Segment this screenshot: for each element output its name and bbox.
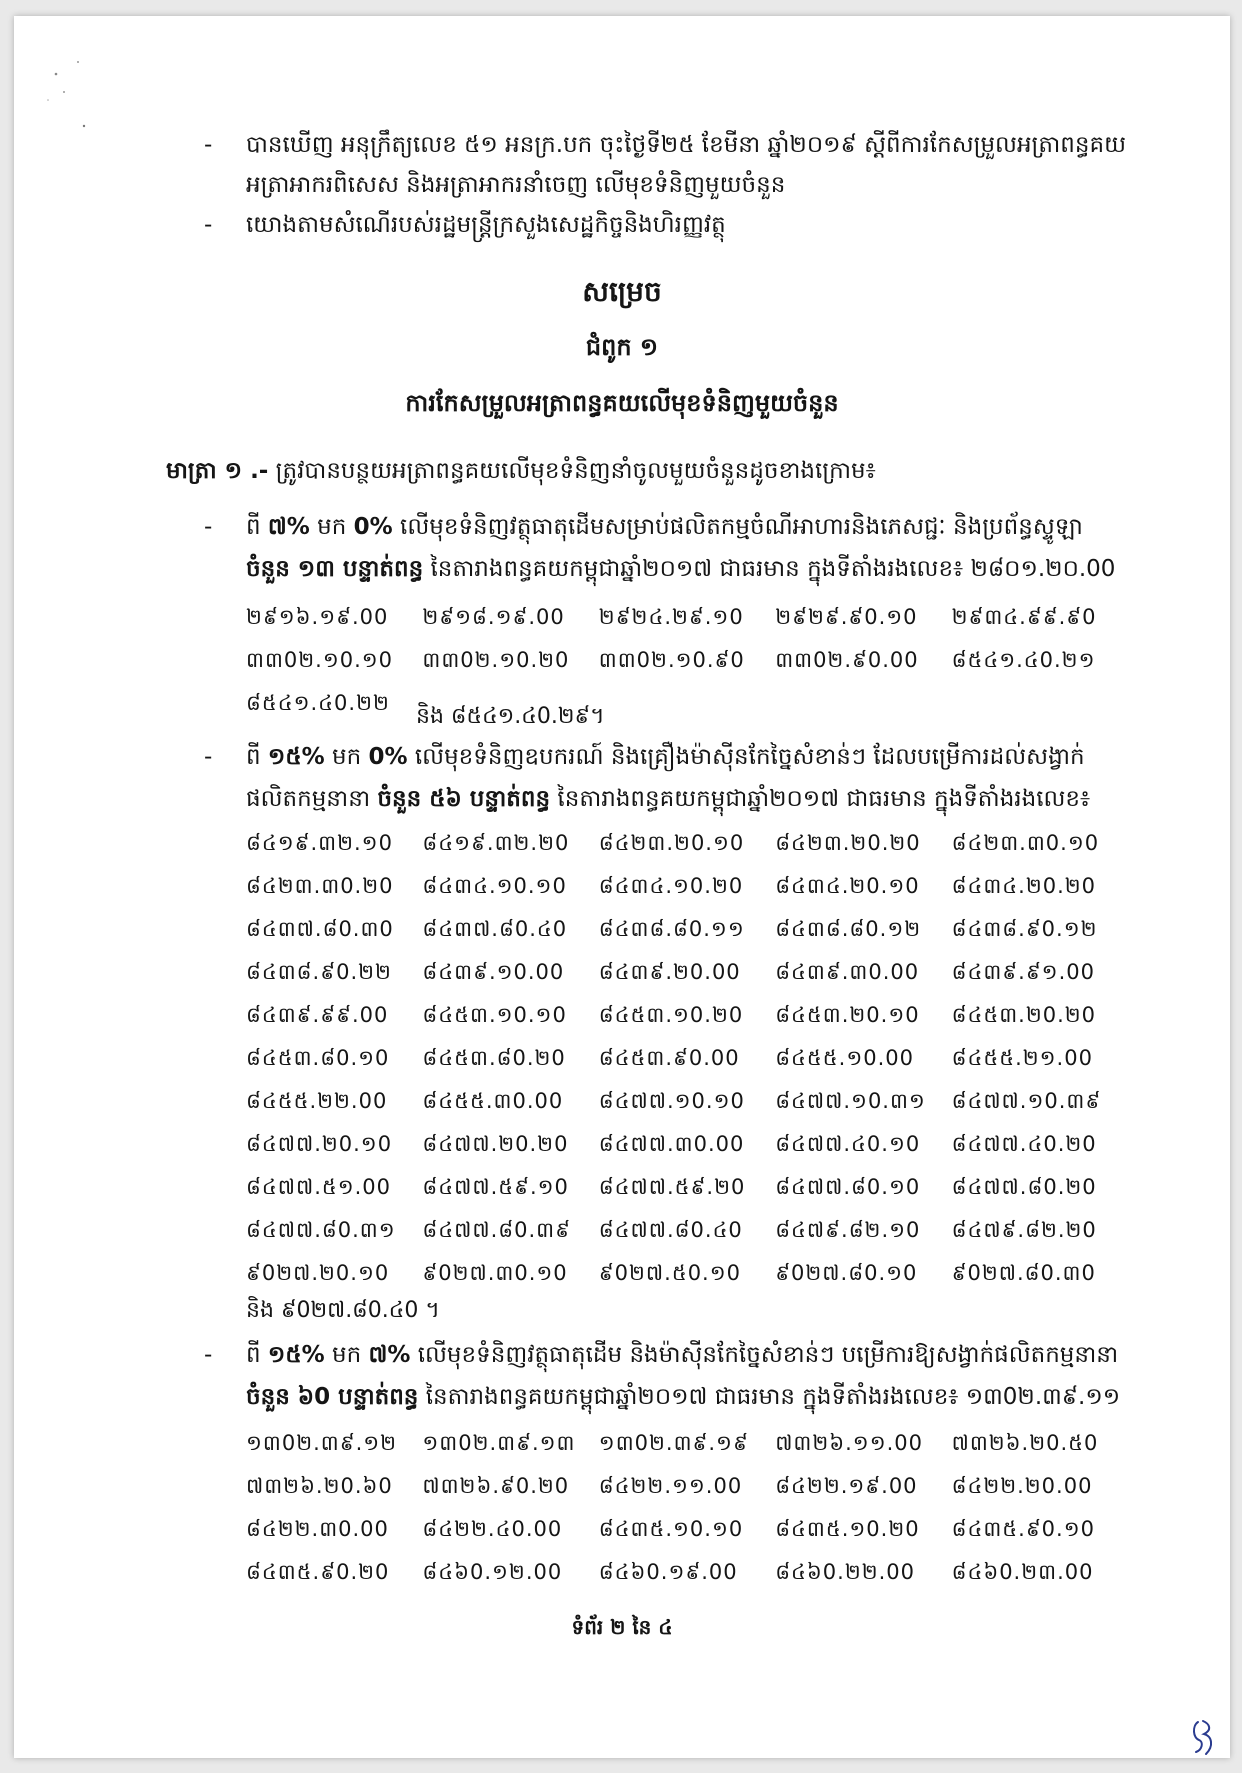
section-subheading-text: នៃតារាងពន្ធគយកម្ពុជាឆ្នាំ២០១៧ ជាធរមាន ក្នុងទីតាំងរងលេខ៖ ២៨០១.២០.00 xyxy=(423,556,1116,582)
rate-to-word: មក xyxy=(324,744,369,770)
chapter-heading: ជំពូក ១ xyxy=(585,333,659,361)
section-2-tail: និង ៩0២៧.៨0.៤0 ។ xyxy=(246,1298,440,1323)
tariff-code: ៩0២៧.៨0.១0 xyxy=(775,1261,918,1285)
section-subheading-text: នៃតារាងពន្ធគយកម្ពុជាឆ្នាំ២០១៧ ជាធរមាន ក្នុងទីតាំងរងលេខ៖ ១៣0២.៣៩.១១ xyxy=(418,1384,1121,1410)
section-3-line1 xyxy=(246,1338,1118,1372)
tariff-code: ២៩២៩.៩0.១0 xyxy=(775,605,918,629)
rate-prefix: ពី xyxy=(246,1342,268,1368)
decision-heading: សម្រេច xyxy=(582,275,662,308)
tariff-code: ៨៤៥៣.២0.២0 xyxy=(951,1003,1097,1027)
tariff-code: ៨៤៦0.១២.00 xyxy=(422,1560,563,1584)
rate-from: ១៥% xyxy=(267,1342,325,1368)
tariff-code: ៨៤៣៥.៩0.១0 xyxy=(951,1517,1095,1541)
tariff-code: ៨៤៥៣.២0.១0 xyxy=(775,1003,920,1027)
tariff-code: ៨៤៣៥.៩0.២0 xyxy=(246,1560,390,1584)
tariff-code: ៨៤៥៥.១0.00 xyxy=(775,1046,914,1070)
tariff-code: ៨៤៧៧.៨0.២0 xyxy=(951,1175,1097,1199)
tariff-code: ៧៣២៦.២0.៥0 xyxy=(951,1431,1099,1455)
tariff-code: ៩0២៧.២0.១0 xyxy=(246,1261,390,1285)
bullet-dash: - xyxy=(204,212,213,238)
rate-prefix: ពី xyxy=(246,514,268,540)
tariff-code: ៨៤២២.១៩.00 xyxy=(775,1474,918,1498)
tariff-code: ៧៣២៦.៩0.២0 xyxy=(422,1474,570,1498)
tariff-code: ៩0២៧.៨0.៣0 xyxy=(951,1261,1096,1285)
tariff-code: ៨៤៧៩.៨២.២0 xyxy=(951,1218,1097,1242)
scan-speck-marks xyxy=(44,52,134,142)
tariff-code: ៨៤៣៤.២0.១0 xyxy=(775,874,920,898)
tariff-code: ៨៤៣៩.២0.00 xyxy=(598,960,741,984)
tariff-code: ៨៤៧៧.៥៩.១0 xyxy=(422,1175,569,1199)
tariff-code: ៨៤៧៧.៥៩.២0 xyxy=(598,1175,746,1199)
tariff-code: ៨៥៤១.៤0.២១ xyxy=(951,648,1096,672)
rate-from: ៧% xyxy=(267,514,310,540)
tariff-code: ៨៤៣៥.១0.២0 xyxy=(775,1517,920,1541)
article-text: ត្រូវបានបន្ថយអត្រាពន្ធគយលើមុខទំនិញនាំចូលមួយចំនួនដូចខាងក្រោម៖ xyxy=(275,458,876,484)
tariff-code: ២៩៣៤.៩៩.៩0 xyxy=(951,605,1097,629)
tariff-code: ៨៤៣៤.១0.២0 xyxy=(598,874,744,898)
tariff-code: ៨៤៧៧.៣0.00 xyxy=(598,1132,745,1156)
tariff-code: ៨៤៧៧.២0.១0 xyxy=(246,1132,393,1156)
tariff-code: ៨៤៣៩.៣0.00 xyxy=(775,960,920,984)
tariff-code: ៨៤៣៨.៨0.១២ xyxy=(775,917,922,941)
tariff-code: ៨៤២២.២0.00 xyxy=(951,1474,1093,1498)
tariff-line-count: ចំនួន ៥៦ បន្ទាត់ពន្ធ xyxy=(377,786,551,812)
tariff-code: ៨៤១៩.៣២.២0 xyxy=(422,831,570,855)
tariff-code: ២៩១៨.១៩.00 xyxy=(422,605,565,629)
tariff-code: ៨៤៧៧.៨0.៤0 xyxy=(598,1218,743,1242)
section-1-line2 xyxy=(246,552,1115,586)
tariff-code: ៨៤៣៨.៩0.១២ xyxy=(951,917,1098,941)
rate-to: 0% xyxy=(368,744,408,770)
tariff-code: ៨៤៣៧.៨0.៣0 xyxy=(246,917,394,941)
tariff-code: ១៣0២.៣៩.១២ xyxy=(246,1431,398,1455)
tariff-line-count: ចំនួន ១៣ បន្ទាត់ពន្ធ xyxy=(246,556,424,582)
section-subheading-text: នៃតារាងពន្ធគយកម្ពុជាឆ្នាំ២០១៧ ជាធរមាន ក្នុងទីតាំងរងលេខ៖ xyxy=(550,786,1091,812)
tariff-code: ៨៤៥៣.៩0.00 xyxy=(598,1046,740,1070)
tariff-code: ៨៤៥៥.២២.00 xyxy=(246,1089,388,1113)
tariff-code: ៧៣២៦.១១.00 xyxy=(775,1431,923,1455)
tariff-code: ៨៤៧៧.១0.៣១ xyxy=(775,1089,926,1113)
tariff-code: ៨៥៤១.៤0.២២ xyxy=(246,691,390,715)
section-1-tail xyxy=(246,700,605,734)
tariff-code: ៨៤៣៩.៩៩.00 xyxy=(246,1003,389,1027)
tariff-code: ៨៤៣៩.៩១.00 xyxy=(951,960,1095,984)
bullet-dash: - xyxy=(204,744,213,770)
tariff-code: ៨៤២២.៣0.00 xyxy=(246,1517,389,1541)
tariff-code: ៨៤៥៣.១0.១0 xyxy=(422,1003,567,1027)
tariff-code: ៨៤៧៧.១0.៣៩ xyxy=(951,1089,1102,1113)
rate-prefix: ពី xyxy=(246,744,268,770)
tariff-code: ៨៤៧៧.៥១.00 xyxy=(246,1175,392,1199)
tariff-code: ៨៤៣៨.៨0.១១ xyxy=(598,917,745,941)
tariff-code: ១៣0២.៣៩.១៩ xyxy=(598,1431,749,1455)
tariff-code: ៣៣0២.១0.៩0 xyxy=(598,648,745,672)
tariff-code: ៩0២៧.៥0.១0 xyxy=(598,1261,741,1285)
section-2-line1 xyxy=(246,740,1085,774)
rate-from: ១៥% xyxy=(267,744,325,770)
tail-text: និង ៨៥៤១.៤0.២៩។ xyxy=(416,704,605,729)
rate-to-word: មក xyxy=(309,514,354,540)
tariff-code: ២៩១៦.១៩.00 xyxy=(246,605,389,629)
tariff-code: ៨៤២៣.៣0.១0 xyxy=(951,831,1100,855)
tariff-code-grid-2 xyxy=(246,822,1128,1295)
tariff-code: ៣៣0២.១0.២0 xyxy=(422,648,570,672)
tariff-code: ៣៣0២.៩0.00 xyxy=(775,648,919,672)
chapter-title: ការកែសម្រួលអត្រាពន្ធគយលើមុខទំនិញមួយចំនួន xyxy=(405,389,839,417)
tariff-code: ៨៤៥៣.១0.២0 xyxy=(598,1003,744,1027)
tariff-line-count: ចំនួន ៦0 បន្ទាត់ពន្ធ xyxy=(246,1384,419,1410)
tariff-code: ៨៤៧៧.៨0.៣៩ xyxy=(422,1218,571,1242)
initials-signature xyxy=(1190,1716,1220,1758)
tariff-code: ៨៤៦0.២៣.00 xyxy=(951,1560,1094,1584)
bullet-dash: - xyxy=(204,1342,213,1368)
section-1-line1 xyxy=(246,510,1083,544)
tariff-code: ៨៤៦0.២២.00 xyxy=(775,1560,916,1584)
rate-to: 0% xyxy=(353,514,393,540)
tariff-code: ៨៤៣៨.៩0.២២ xyxy=(246,960,392,984)
section-2-line2 xyxy=(246,782,1090,816)
tariff-code: ៨៤៧៧.៨0.១0 xyxy=(775,1175,921,1199)
tariff-code: ៨៤៣៤.១0.១0 xyxy=(422,874,567,898)
tariff-code: ៨៤៧៧.៤0.១0 xyxy=(775,1132,921,1156)
bullet-dash: - xyxy=(204,132,213,158)
tariff-code: ១៣0២.៣៩.១៣ xyxy=(422,1431,576,1455)
tariff-code: ៧៣២៦.២0.៦0 xyxy=(246,1474,393,1498)
tariff-code: ៨៤៥៥.៣0.00 xyxy=(422,1089,564,1113)
tariff-code: ៨៤៣៧.៨0.៤0 xyxy=(422,917,568,941)
tariff-code: ៨៤៧៧.៤0.២0 xyxy=(951,1132,1097,1156)
tariff-code: ៣៣0២.១0.១0 xyxy=(246,648,394,672)
section-description: លើមុខទំនិញវត្ថុធាតុដើមសម្រាប់ផលិតកម្មចំណីអាហារនិងភេសជ្ជៈ និងប្រព័ន្ធស្ទូឡា xyxy=(392,514,1083,540)
tariff-code: ៨៤១៩.៣២.១0 xyxy=(246,831,393,855)
tariff-code: ៨៤២៣.២0.១0 xyxy=(598,831,745,855)
rate-to-word: មក xyxy=(324,1342,369,1368)
preamble-item-1-line1: បានឃើញ អនុក្រឹត្យលេខ ៥១ អនក្រ.បក ចុះថ្ងៃទី២៥ ខែមីនា ឆ្នាំ២០១៩ ស្តីពីការកែសម្រួលអត្រាពន្ធគយ xyxy=(246,132,1126,158)
tariff-code: ៨៤៦0.១៩.00 xyxy=(598,1560,738,1584)
page-number: ទំព័រ ២ នៃ ៤ xyxy=(571,1615,673,1639)
tariff-code: ៨៤៣៤.២0.២0 xyxy=(951,874,1097,898)
section-3-line2 xyxy=(246,1380,1120,1414)
tariff-code: ៨៤៧៩.៨២.១0 xyxy=(775,1218,921,1242)
article-label: មាត្រា ១ .- xyxy=(166,458,269,484)
tariff-code: ៨៤៧៧.១0.១0 xyxy=(598,1089,745,1113)
bullet-dash: - xyxy=(204,514,213,540)
preamble-item-1-line2: អត្រាអាករពិសេស និងអត្រាអាករនាំចេញ លើមុខទំនិញមួយចំនួន xyxy=(246,172,786,198)
section-description-cont: ផលិតកម្មនានា xyxy=(246,786,378,812)
tariff-code: ៨៤៥៣.៨0.១0 xyxy=(246,1046,390,1070)
tariff-code: ៨៤៥៣.៨0.២0 xyxy=(422,1046,566,1070)
rate-to: ៧% xyxy=(368,1342,411,1368)
section-description: លើមុខទំនិញឧបករណ៍ និងគ្រឿងម៉ាស៊ីនកែច្នៃសំខាន់ៗ ដែលបម្រើការដល់សង្វាក់ xyxy=(407,744,1085,770)
tariff-code: ២៩២៤.២៩.១0 xyxy=(598,605,744,629)
article-1 xyxy=(166,454,876,488)
tariff-code: ៨៤៣៩.១0.00 xyxy=(422,960,565,984)
tariff-code: ៨៤២២.១១.00 xyxy=(598,1474,743,1498)
tariff-code: ៨៤២២.៤0.00 xyxy=(422,1517,563,1541)
preamble-item-2-line1: យោងតាមសំណើរបស់រដ្ឋមន្ត្រីក្រសួងសេដ្ឋកិច្ចនិងហិរញ្ញវត្ថុ xyxy=(246,212,726,238)
document-page xyxy=(14,16,1230,1758)
tariff-code: ៨៤២៣.៣0.២0 xyxy=(246,874,394,898)
section-description: លើមុខទំនិញវត្ថុធាតុដើម និងម៉ាស៊ីនកែច្នៃសំខាន់ៗ បម្រើការឱ្យសង្វាក់ផលិតកម្មនានា xyxy=(410,1342,1119,1368)
tariff-code: ៨៤៧៧.៨0.៣១ xyxy=(246,1218,396,1242)
tariff-code: ៨៤៥៥.២១.00 xyxy=(951,1046,1093,1070)
tariff-code: ៨៤២៣.២0.២0 xyxy=(775,831,921,855)
tariff-code-grid-3 xyxy=(246,1422,1128,1594)
tariff-code: ៨៤៧៧.២0.២0 xyxy=(422,1132,569,1156)
tariff-code: ៨៤៣៥.១0.១0 xyxy=(598,1517,744,1541)
tariff-code: ៩0២៧.៣0.១0 xyxy=(422,1261,568,1285)
